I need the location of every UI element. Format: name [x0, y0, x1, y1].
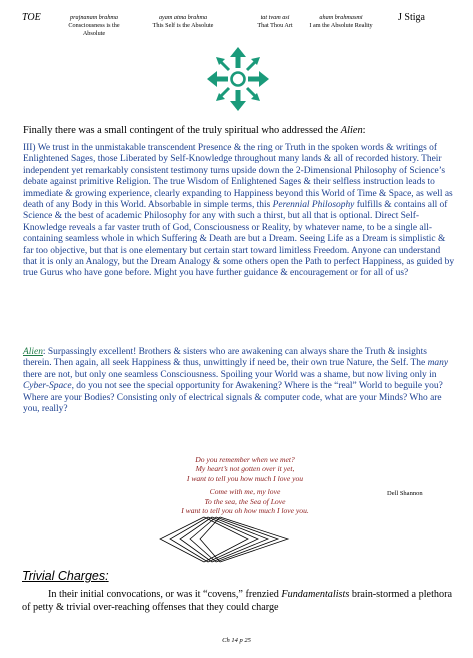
english-text: I am the Absolute Reality — [309, 21, 373, 29]
page-number: Ch 14 p 25 — [222, 637, 251, 644]
paragraph-text: brain-stormed a plethora of petty & trivial over-reaching offenses that they could charge — [22, 589, 452, 613]
paragraph-text: In their initial convocations, or was it “covens,” frenzied — [48, 589, 282, 600]
emphasis-fundamentalists: Fundamentalists — [281, 589, 350, 600]
nested-diamonds-figure — [148, 515, 328, 565]
doc-header-left: TOE — [22, 12, 41, 23]
lyric-credit: Dell Shannon — [387, 490, 423, 497]
english-text: That Thou Art — [257, 21, 293, 29]
sanskrit-text: ayam atma brahma — [158, 14, 208, 21]
emphasis-perennial-philosophy: Perennial Philosophy — [272, 200, 355, 211]
english-text: Consciousness is the Absolute — [68, 21, 120, 37]
arrows-circle-emblem — [206, 46, 270, 112]
paragraph-text: III) We trust in the unmistakable transcendent Presence & the ring or Truth in the spoken words & writings of Enlightened Sages, those Liberated by Self-Knowledge throughout many lands & all of recorded history. Their independent yet remarkably consistent testimony turns upside down the 2-Dimensional Philosophy of Science’s debate against primitive Religion. The true Wisdom of Enlightened Sages & their selfless instruction leads to immediate & growing experience, clearly expanding to Happiness beyond this World of Time & Space, as well as death of any Body in this World. Absorbable in simple terms, this — [23, 143, 453, 211]
english-text: This Self is the Absolute — [152, 21, 214, 29]
lyric-line: I want to tell you how much I love you — [186, 473, 304, 483]
lyric-line: My heart’s not gotten over it yet, — [195, 464, 295, 474]
paragraph-text: , do you not see the special opportunity for Awakening? Where is the “real” World to beguile you? Where are your Bodies? Consisting only of electrical signals & computer code, what are your Minds? Who are you, really? — [23, 381, 443, 415]
alien-reply-paragraph — [23, 347, 456, 415]
paragraph-text: : Surpassingly excellent! Brothers & sisters who are awakening can always share the Truth & insights therein. Then again, all seek Happiness & thus, unwittingly if need be, their own true Nature, the Self. The — [23, 347, 428, 369]
alien-speaker-label: Alien — [23, 347, 43, 357]
alien-word: Alien — [340, 125, 363, 136]
paragraph-iii — [23, 143, 456, 280]
paragraph-text: there are not, but only one seamless Consciousness. Spoiling your World was a shame, but now living only in — [23, 369, 437, 380]
lyric-line: Come with me, my love — [209, 487, 281, 497]
paragraph-text: fulfills & contains all of Science & the best of academic Philosophy for any with such a thirst, but all that is optional. Direct Self-Knowledge reveals a far vaster truth of God, Consciousness or Reality, by whatever name, to be a single all-containing seamless whole in which Suffering & Death are but a Dream. Seeing Life as a Dream is simplistic & far too objective, but that is one elementary but certain start toward limitless Freedom. Anyone can understand that it is only an Analogy, but the Dream Analogy & some others open the Path to perfect Happiness, as guided by true Gurus who have gone before. Might you have further guidance & encouragement or for all of us? — [23, 200, 455, 279]
song-lyrics — [150, 455, 340, 515]
emphasis-many: many — [427, 358, 449, 369]
heading-colon: : — [105, 569, 109, 583]
sanskrit-text: aham brahmasmi — [319, 14, 363, 21]
mahavakya-1 — [58, 14, 130, 37]
section-heading — [22, 569, 109, 583]
mahavakya-4 — [300, 14, 382, 30]
doc-header-right: J Stiga — [398, 12, 425, 23]
lyric-line: I want to tell you oh how much I love you. — [181, 506, 309, 516]
intro-sentence — [23, 125, 463, 136]
lyric-line: To the sea, the Sea of Love — [204, 496, 286, 506]
trivial-charges-paragraph — [22, 589, 454, 614]
lyric-line: Do you remember when we met? — [195, 455, 295, 464]
emphasis-cyber-space: Cyber-Space — [23, 381, 72, 392]
sanskrit-text: prajnanam brahma — [70, 14, 118, 21]
heading-text: Trivial Charges — [22, 569, 106, 583]
mahavakya-2 — [143, 14, 223, 30]
mahavakya-3 — [245, 14, 305, 30]
intro-colon: : — [362, 125, 366, 136]
sanskrit-text: tat tvam asi — [260, 14, 290, 21]
intro-text: Finally there was a small contingent of the truly spiritual who addressed the — [23, 125, 341, 136]
